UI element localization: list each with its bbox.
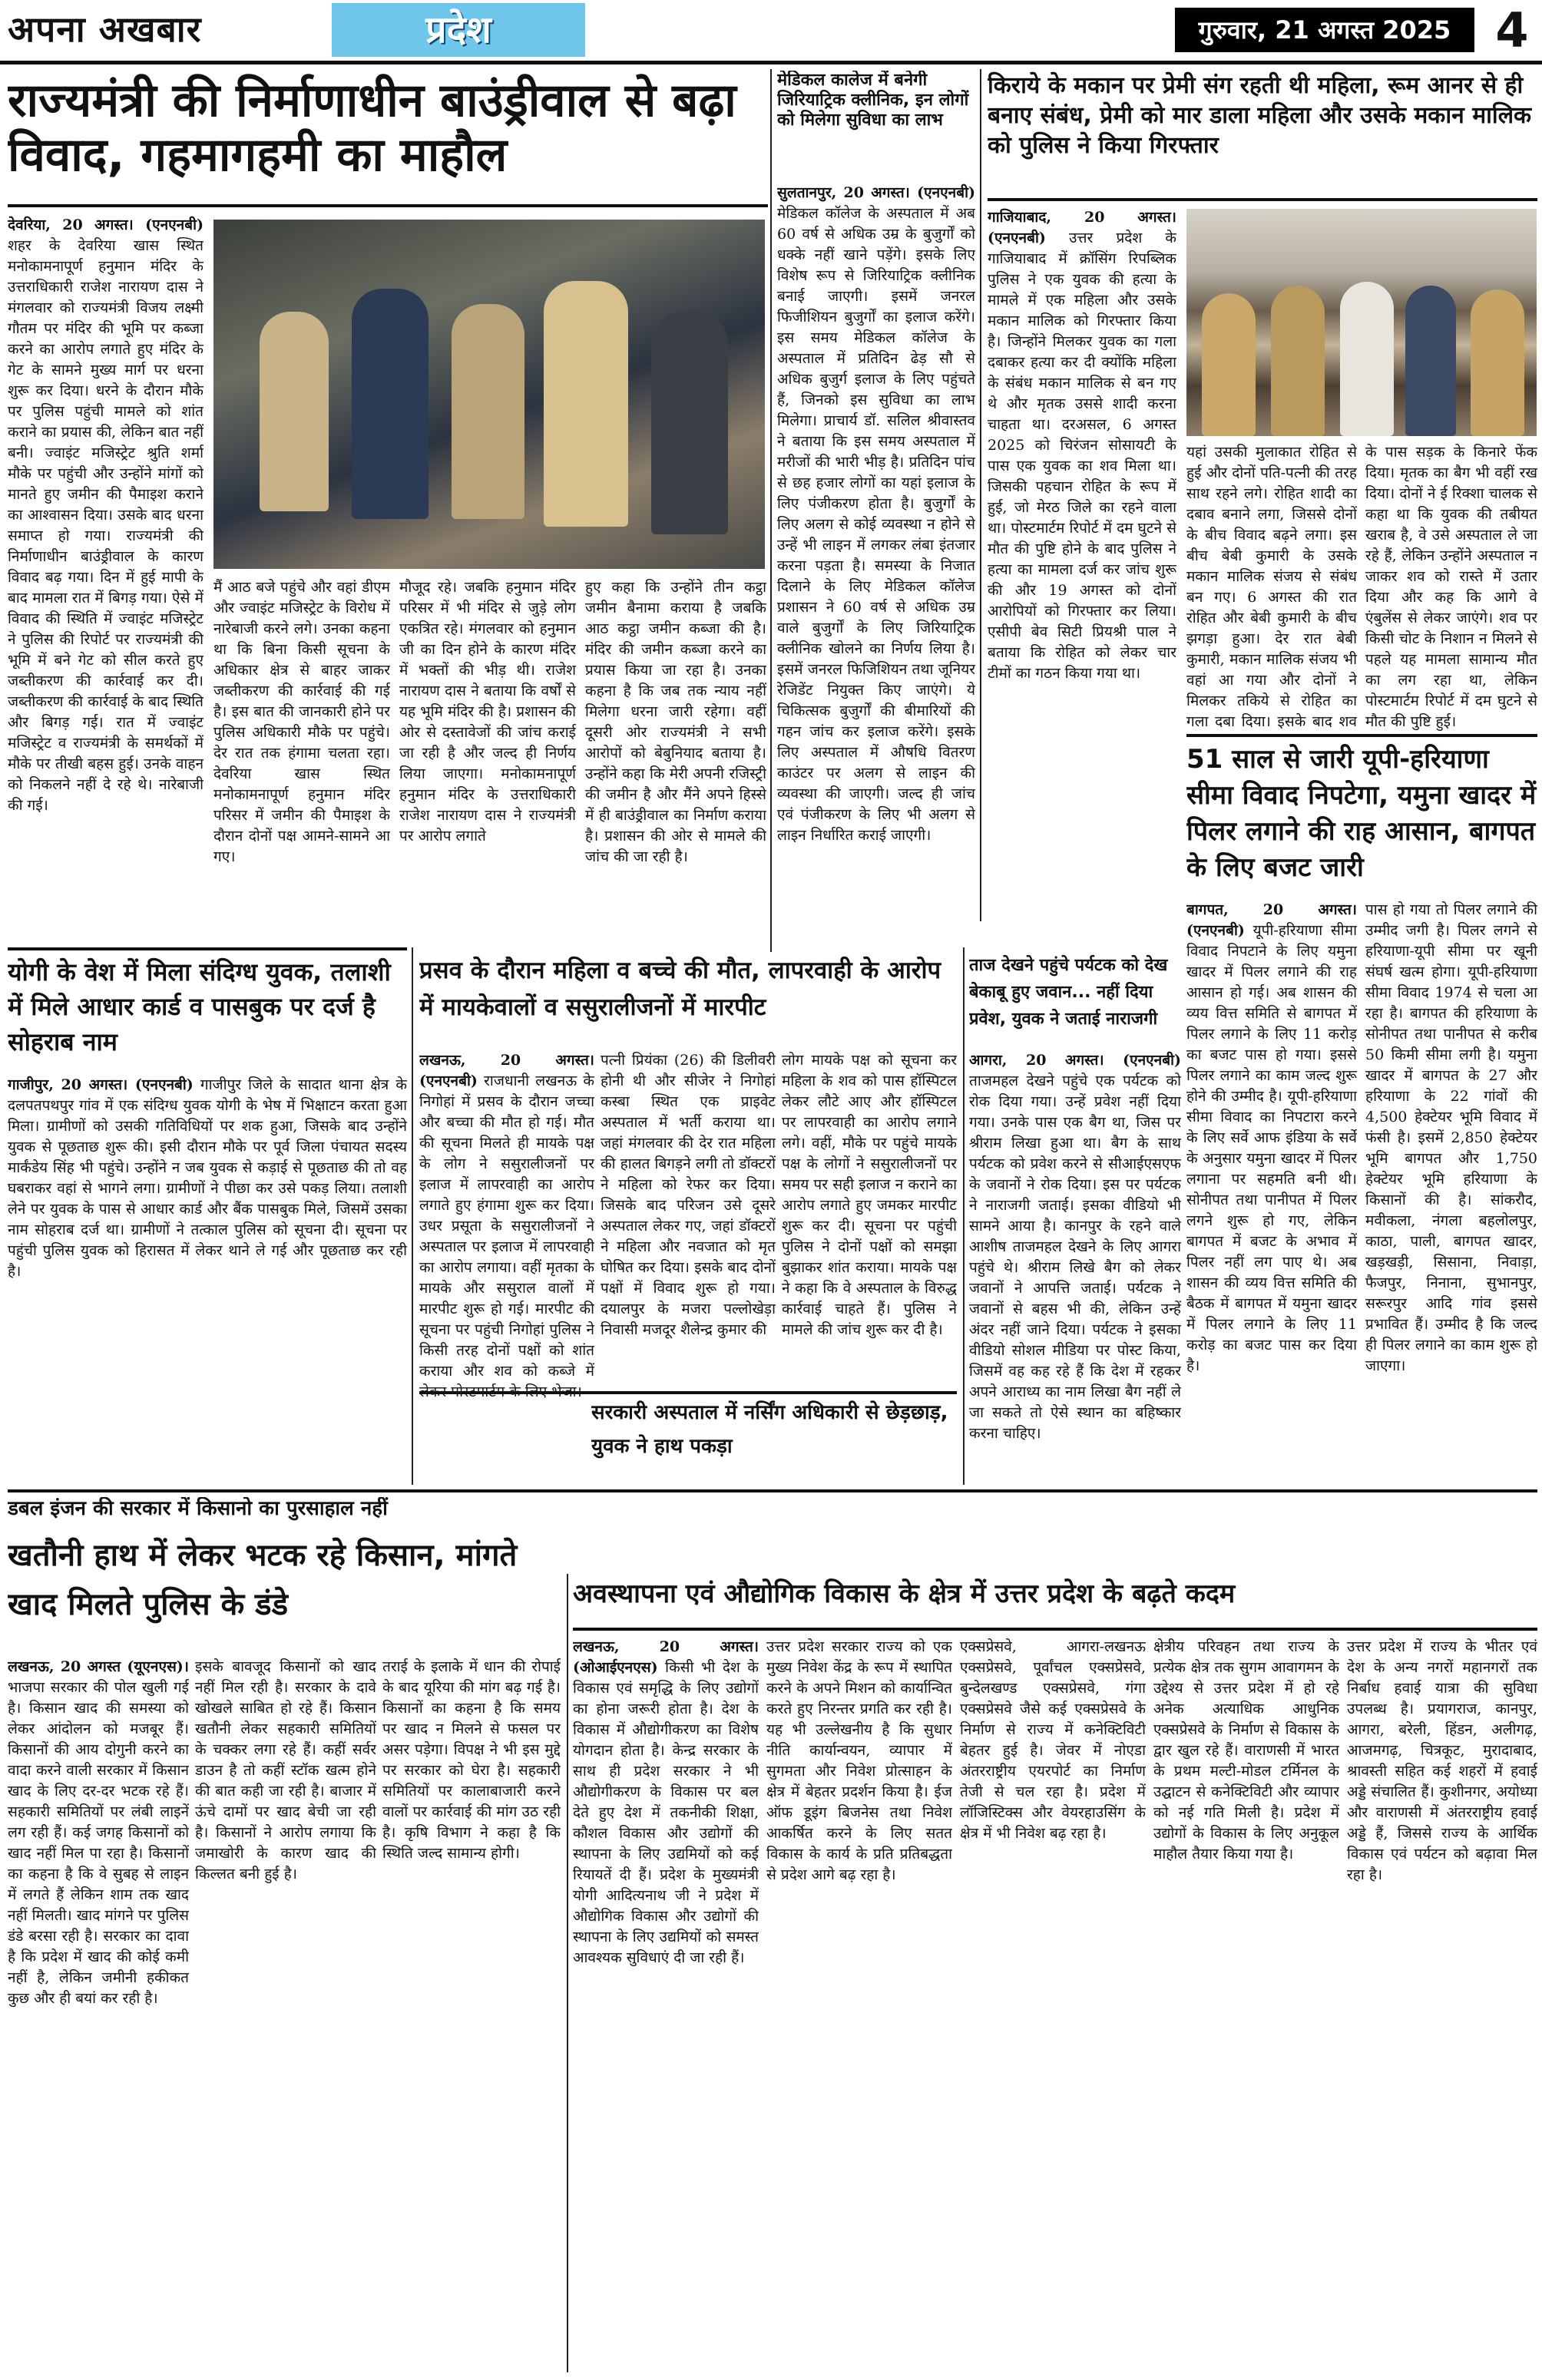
article-a10-text-5: उत्तर प्रदेश में राज्य के भीतर एवं देश के अन्य नगरों महानगरों तक निर्बाध हवाई यात्रा की सुविधा उपलब्ध है। प्रयागराज, कानपुर, आगरा, बरेली, हिंडन, अलीगढ़, आजमगढ़, चित्रकूट, मुरादाबाद, श्रावस्ती सहित कई शहरों में हवाई अड्डे संचालित हैं। कुशीनगर, अयोध्या और वाराणसी में अंतरराष्ट्रीय हवाई अड्डे हैं, जिससे राज्य के आर्थिक विकास एवं पर्यटन को बढ़ावा मिल रहा है।: [1347, 1638, 1537, 1883]
article-a6-text-3: लोग मायके पक्ष को सूचना कर महिला के शव को पास हॉस्पिटल लेकर लौटे आए और हॉस्पिटल पर लापरवाही का आरोप लगाने लगे। वहीं, मौके पर पहुंचे मायके पक्ष के लोगों ने ससुरालीजनों पर समय पर सही इलाज न कराने का आरोप लगाते हुए जमकर मारपीट शुरू कर दी। सूचना पर पहुंची पुलिस ने दोनों पक्षों को समझा बुझाकर शांत कराया। मायके पक्ष ने कहा कि वे अस्पताल के विरुद्ध कार्रवाई चाहते हैं। पुलिस ने मामले की जांच शुरू कर दी है।: [782, 1052, 957, 1338]
article-a9-col1: [8, 1657, 189, 2371]
article-a6-col3: [782, 1050, 957, 1388]
article-a2: [777, 183, 975, 950]
article-a10-text-1: किसी भी देश के विकास एवं समृद्धि के लिए उद्योगों का होना जरूरी होता है। देश के विकास में औद्योगीकरण का विशेष योगदान होता है। केन्द्र सरकार के साथ ही प्रदेश सरकार ने भी औद्योगीकरण के विकास पर बल देते हुए देश में तकनीकी शिक्षा, कौशल विकास और उद्योगों की स्थापना के लिए उद्यमियों को कई रियायतें दी हैं। प्रदेश के मुख्यमंत्री योगी आदित्यनाथ जी ने प्रदेश में औद्योगिक विकास और उद्योगों की स्थापना के लिए उद्यमियों को समस्त आवश्यक सुविधाएं दी जा रही हैं।: [573, 1659, 759, 1966]
newspaper-brand: अपना अखबार: [8, 8, 202, 50]
article-a9-text-1: भाजपा सरकार की पोल खुली गई है। किसान खाद की समस्या को लेकर आंदोलन को मजबूर हैं। किसानों की आय दोगुनी करने का वादा करने वाली सरकार में किसान खाद के लिए दर-दर भटक रहे हैं। सहकारी समितियों पर लंबी लाइनें लग रही हैं। कई जगह किसानों को खाद नहीं मिल पा रहा है। किसानों का कहना है कि वे सुबह से लाइन में लगते हैं लेकिन शाम तक खाद नहीं मिलती। खाद मांगने पर पुलिस डंडे बरसा रही है। सरकार का दावा है कि प्रदेश में खाद की कोई कमी नहीं है, लेकिन जमीनी हकीकत कुछ और ही बयां कर रही है।: [8, 1679, 189, 2007]
crowd-figure: [651, 312, 728, 534]
divider: [419, 1391, 957, 1394]
article-a6-text-1: राजधानी लखनऊ के निगोहां में प्रसव के दौरान जच्चा और बच्चा की मौत हो गई। मौत की सूचना मिलते ही मायके पक्ष के लोग ने ससुरालीजनों पर इलाज में लापरवाही का आरोप लगाते हुए हंगामा शुरू कर दिया। उधर प्रसूता के ससुरालीजनों ने अस्पताल पर इलाज में लापरवाही का आरोप लगाया। वहीं मृतका के मायके और ससुराल वालों में मारपीट शुरू हो गई। मारपीट की सूचना पर पहुंची निगोहां पुलिस ने किसी तरह दोनों पक्षों को शांत कराया और शव को कब्जे में लेकर पोस्टमार्टम के लिए भेजा।: [419, 1073, 594, 1400]
article-a1-text-1: शहर के देवरिया खास स्थित मनोकामनापूर्ण हनुमान मंदिर के उत्तराधिकारी राजेश नारायण दास ने मंगलवार को राज्यमंत्री विजय लक्ष्मी गौतम पर मंदिर की भूमि पर कब्जा करने का आरोप लगाते हुए मंदिर के गेट के सामने मुख्य मार्ग पर धरना शुरू कर दिया। धरने के दौरान मौके पर पुलिस पहुंची मामले को शांत कराने का प्रयास की, लेकिन बात नहीं बनी। ज्वाइंट मजिस्ट्रेट श्रुति शर्मा मौके पर पहुंची और उन्होंने मांगों को मानते हुए जमीन की पैमाइश कराने का आश्वासन दिया। उसके बाद धरना समाप्त हो गया। राज्यमंत्री की निर्माणाधीन बाउंड्रीवाल के कारण विवाद बढ़ गया। दिन में हुई मापी के बाद मामला रात में बिगड़ गया। ऐसे में विवाद की स्थिति में ज्वाइंट मजिस्ट्रेट ने पुलिस की रिपोर्ट पर राज्यमंत्री की भूमि में बने गेट को सील करते हुए जब्तीकरण की कार्रवाई कर दी। जब्तीकरण की कार्रवाई के बाद स्थिति और बिगड़ गई। रात में ज्वाइंट मजिस्ट्रेट व राज्यमंत्री के समर्थकों में मौके पर तीखी बहस हुई। उनके वाहन को निकलने नहीं दे रहे थे। नारेबाजी की गई।: [8, 237, 204, 814]
article-a9-text-2: इसके बावजूद किसानों को खाद नहीं मिल रही है। सरकार के दावे खोखले साबित हो रहे हैं। किसान खतौनी लेकर सहकारी समितियों के चक्कर लगा रहे हैं। कहीं सर्वर डाउन है तो कहीं स्टॉक खत्म होने की बात कही जा रही है। बाजार में ऊंचे दामों पर खाद बेची जा रही है। किसानों ने आरोप लगाया कि जमाखोरी के कारण खाद की किल्लत बनी हुई है।: [195, 1658, 376, 1883]
article-a5-text: गाजीपुर जिले के सादात थाना क्षेत्र के दलपतपथपुर गांव में एक संदिग्ध युवक योगी के भेष में भिक्षाटन करता हुआ मिला। ग्रामीणों को उसकी गतिविधियों पर शक हुआ, जिसके बाद उन्होंने युवक से पूछताछ शुरू की। इसी दौरान मौके पर पूर्व जिला पंचायत सदस्य मार्कंडेय सिंह भी पहुंचे। उन्होंने न जब युवक से कड़ाई से पूछताछ की तो वह घबराकर वहां से भागने लगा। ग्रामीणों ने पीछा कर उसे पकड़ लिया। तलाशी लेने पर युवक के पास से आधार कार्ड और बैंक पासबुक मिले, जिसमें उसका नाम सोहराब दर्ज था। ग्रामीणों ने तत्काल पुलिस को सूचना दी। सूचना पर पहुंची पुलिस युवक को हिरासत में लेकर थाने ले गई और पूछताछ कर रही है।: [8, 1076, 407, 1280]
dateline-a6: लखनऊ, 20 अगस्त। (एनएनबी): [419, 1052, 594, 1089]
crowd-figure: [352, 289, 429, 519]
police-figure: [1202, 293, 1256, 436]
divider: [8, 1489, 1537, 1492]
police-figure: [1471, 289, 1524, 436]
dateline-a2: सुलतानपुर, 20 अगस्त। (एनएनबी): [777, 184, 975, 201]
divider: [8, 947, 407, 950]
divider: [988, 198, 1537, 201]
article-a3-text-2: यहां उसकी मुलाकात रोहित से हुई और दोनों पति-पत्नी की तरह साथ रहने लगे। रोहित शादी का दबाव बनाने लगा, जिससे दोनों के बीच विवाद बढ़ने लगा। इस बीच बेबी कुमारी के उसके मकान मालिक संजय से संबंध बन गए। 6 अगस्त की रात रोहित और बेबी कुमारी के बीच झगड़ा हुआ। देर रात बेबी कुमारी, मकान मालिक संजय भी वहां आ गया और दोनों ने मिलकर तकिये से रोहित का गला दबा दिया। इसके बाद शव: [1186, 444, 1357, 730]
kicker-a9: डबल इंजन की सरकार में किसानो का पुरसाहाल नहीं: [8, 1497, 388, 1520]
article-a1-text-3: मौजूद रहे। जबकि हनुमान मंदिर परिसर में भी मंदिर से जुड़े लोग एकत्रित रहे। मंगलवार को हनुमान जी का दिन होने के कारण मंदिर में भक्तों की भीड़ थी। राजेश नारायण दास ने बताया कि वर्षों से यह भूमि मंदिर की है। प्रशासन की ओर से दस्तावेजों की जांच कराई जा रही है और जल्द ही निर्णय लिया जाएगा। मनोकामनापूर्ण हनुमान मंदिर के उत्तराधिकारी राजेश नारायण दास ने राज्यमंत्री पर आरोप लगाते: [399, 579, 576, 845]
article-a3-col1: [988, 207, 1176, 898]
article-a9-col2: [195, 1657, 376, 2371]
article-a3-text-1: उत्तर प्रदेश के गाजियाबाद में क्रॉसिंग रिपब्लिक पुलिस ने एक युवक की हत्या के मामले में एक महिला और उसके मकान मालिक को गिरफ्तार किया है। जिन्होंने मिलकर युवक का गला दबाकर हत्या कर दी क्योंकि महिला के संबंध मकान मालिक से बन गए थे और मृतक उससे शादी करना चाहता था। दरअसल, 6 अगस्त 2025 को चिरंजन सोसायटी के पास एक युवक का शव मिला था। जिसकी पहचान रोहित के रूप में हुई, जो मेरठ जिले का रहने वाला था। पोस्टमार्टम रिपोर्ट में दम घुटने से मौत की पुष्टि होने के बाद पुलिस ने हत्या का मामला दर्ज कर जांच शुरू की और 19 अगस्त को दोनों आरोपियों को गिरफ्तार कर लिया। एसीपी बेव सिटी प्रियश्री पाल ने बताया कि रोहित को लेकर चार टीमों का गठन किया गया था।: [988, 230, 1176, 682]
headline-a7: ताज देखने पहुंचे पर्यटक को देख बेकाबू हुए जवान... नहीं दिया प्रवेश, युवक ने जताई नाराजगी: [969, 956, 1168, 1030]
headline-a3: किराये के मकान पर प्रेमी संग रहती थी महिला, रूम आनर से ही बनाए संबंध, प्रेमी को मार डाला महिला और उसके मकान मालिक को पुलिस ने किया गिरफ्तार: [988, 72, 1532, 159]
article-a1-col4: [585, 577, 766, 983]
article-a1-text-2: मैं आठ बजे पहुंचे और वहां डीएम और ज्वाइंट मजिस्ट्रेट के विरोध में नारेबाजी करने लगे। उनका कहना था कि बिना किसी सूचना के अधिकार क्षेत्र से बाहर जाकर जब्तीकरण की कार्रवाई की गई है। इस बात की जानकारी होने पर पुलिस अधिकारी मौके पर पहुंचे। देर रात तक हंगामा चलता रहा। देवरिया खास स्थित मनोकामनापूर्ण हनुमान मंदिर परिसर में जमीन की पैमाइश के दौरान दोनों पक्ष आमने-सामने आ गए।: [213, 579, 390, 865]
headline-a10: अवस्थापना एवं औद्योगिक विकास के क्षेत्र में उत्तर प्रदेश के बढ़ते कदम: [573, 1578, 1236, 1609]
article-a3-col3: [1365, 442, 1537, 734]
divider: [1186, 734, 1537, 737]
crowd-figure: [452, 304, 524, 519]
article-a1-col2: [213, 577, 390, 983]
article-a9-col3: [382, 1657, 561, 2371]
issue-date: गुरुवार, 21 अगस्त 2025: [1175, 8, 1474, 52]
headline-a2: मेडिकल कालेज में बनेगी जिरियाट्रिक क्लीनिक, इन लोगों को मिलेगा सुविधा का लाभ: [777, 71, 969, 130]
dateline-a3: गाजियाबाद, 20 अगस्त। (एनएनबी): [988, 209, 1176, 246]
article-a5: [8, 1075, 407, 1474]
article-a9-text-3: तराई के इलाके में धान की रोपाई के बाद यूरिया की मांग बढ़ गई है। किसानों का कहना है कि समय पर खाद न मिलने से फसल पर असर पड़ेगा। विपक्ष ने भी इस मुद्दे पर सरकार को घेरा है। सहकारी समितियों पर कालाबाजारी करने वालों पर कार्रवाई की मांग उठ रही है। कृषि विभाग ने कहा है कि स्थिति जल्द सामान्य होगी।: [382, 1658, 561, 1862]
article-a10-col5: [1347, 1637, 1537, 2371]
article-a7: [969, 1050, 1181, 1480]
protest-photo: [213, 220, 765, 569]
page-number: 4: [1495, 2, 1529, 58]
article-a1-col1: [8, 215, 204, 983]
article-a4-col2: [1365, 900, 1537, 1499]
section-title: प्रदेश: [332, 3, 585, 57]
article-a10-col2: [766, 1637, 952, 2371]
divider: [770, 69, 772, 952]
divider: [8, 204, 768, 207]
dateline-a1: देवरिया, 20 अगस्त। (एनएनबी): [8, 217, 204, 233]
article-a6-text-2: पत्नी प्रियंका (26) की डिलीवरी होनी थी और सीजेर ने निगोहां कस्बा स्थित एक प्राइवेट अस्पताल में भर्ती कराया था। जहां मंगलवार की देर रात महिला की हालत बिगड़ने लगी तो डॉक्टरों ने महिला को रेफर कर दिया। जिसके बाद परिजन उसे दूसरे अस्पताल लेकर गए, जहां डॉक्टरों ने महिला और नवजात को मृत घोषित कर दिया। इसके बाद दोनों पक्षों में विवाद शुरू हो गया। दयालपुर के मजरा पल्लोखेड़ा निवासी मजदूर शैलेन्द्र कुमार की: [601, 1052, 776, 1338]
article-a4-col1: [1186, 900, 1357, 1499]
crowd-figure: [260, 312, 329, 511]
article-a3-col2: [1186, 442, 1357, 734]
crowd-figure: [544, 281, 628, 527]
headline-a8: सरकारी अस्पताल में नर्सिंग अधिकारी से छेड़छाड़, युवक ने हाथ पकड़ा: [591, 1401, 948, 1459]
divider: [573, 1628, 1537, 1631]
article-a10-col3: [960, 1637, 1146, 2371]
divider: [980, 69, 981, 921]
police-arrest-photo: [1186, 209, 1537, 436]
article-a10-col4: [1153, 1637, 1339, 2371]
article-a10-col1: [573, 1637, 759, 2371]
headline-a5: योगी के वेश में मिला संदिग्ध युवक, तलाशी में मिले आधार कार्ड व पासबुक पर दर्ज है सोहराब नाम: [8, 957, 391, 1056]
dateline-a4: बागपत, 20 अगस्त। (एनएनबी): [1186, 901, 1357, 939]
police-figure: [1271, 286, 1325, 436]
accused-figure: [1405, 286, 1456, 436]
dateline-a7: आगरा, 20 अगस्त। (एनएनबी): [969, 1052, 1181, 1069]
article-a10-text-2: उत्तर प्रदेश सरकार राज्य को एक मुख्य निवेश केंद्र के रूप में स्थापित करने के अपने मिशन को कार्यान्वित करते हुए निरन्तर प्रगति कर रही है। यह भी उल्लेखनीय है कि सुधार नीति कार्यान्वयन, व्यापार में सुगमता और निवेश प्रोत्साहन के क्षेत्र में बेहतर प्रदर्शन किया है। ईज ऑफ डूइंग बिजनेस तथा निवेश आकर्षित करने के लिए सतत विकास के कार्य के प्रति प्रतिबद्धता से प्रदेश आगे बढ़ रहा है।: [766, 1638, 952, 1883]
headline-a9: खतौनी हाथ में लेकर भटक रहे किसान, मांगते खाद मिलते पुलिस के डंडे: [8, 1538, 518, 1622]
divider: [412, 947, 413, 1485]
divider: [567, 1574, 568, 2372]
masthead: [0, 0, 1542, 64]
article-a2-text: मेडिकल कॉलेज के अस्पताल में अब 60 वर्ष से अधिक उम्र के बुजुर्गों को धक्के नहीं खाने पड़ेंगे। इसके लिए विशेष रूप से जिरियाट्रिक क्लीनिक बनाई जाएगी। इसमें जनरल फिजीशियन बुजुर्गों का इलाज करेंगे। इस समय मेडिकल कॉलेज के अस्पताल में प्रतिदिन ढेड़ सौ से अधिक बुजुर्ग इलाज के लिए पहुंचते हैं, जिनको इस सुविधा का लाभ मिलेगा। प्राचार्य डॉ. सलिल श्रीवास्तव ने बताया कि इस समय अस्पताल में मरीजों की भारी भीड़ है। प्रतिदिन पांच से छह हजार लोगों का यहां इलाज के लिए पंजीकरण होता है। बुजुर्गों के लिए अलग से कोई व्यवस्था न होने से उन्हें भी लाइन में लगकर लंबा इंतजार करना पड़ता है। समस्या के निजात दिलाने के लिए मेडिकल कॉलेज प्रशासन ने 60 वर्ष से अधिक उम्र वाले बुजुर्गों के लिए जिरियाट्रिक क्लीनिक खोलने का निर्णय लिया है। इसमें जनरल फिजिशियन तथा जूनियर रेजिडेंट नियुक्त किए जाएंगे। ये चिकित्सक बुजुर्गों की बीमारियों की गहन जांच कर इलाज करेंगे। इसके लिए अस्पताल में औषधि वितरण काउंटर पर अलग से लाइन की व्यवस्था की जाएगी। जल्द ही जांच एवं पंजीकरण के लिए भी अलग से लाइन निर्धारित कराई जाएगी।: [777, 205, 975, 844]
dateline-a5: गाजीपुर, 20 अगस्त। (एनएनबी): [8, 1076, 194, 1093]
article-a1-col3: [399, 577, 576, 983]
article-a4-text-1: यूपी-हरियाणा सीमा विवाद निपटाने के लिए यमुना खादर में पिलर लगाने की राह आसान हो गई। अब शासन की व्यय वित्त समिति से बागपत में पिलर लगाने के लिए 11 करोड़ का बजट पास हो गया। इससे पिलर लगाने का काम जल्द शुरू होने की उम्मीद है। यूपी-हरियाणा सीमा विवाद का निपटारा करने के लिए सर्वे आफ इंडिया के सर्वे के अनुसार यमुना खादर में पिलर लगाना पर सहमति बनी थी। सोनीपत तथा पानीपत में पिलर लगने शुरू हो गए, लेकिन बागपत में बजट के अभाव में पिलर नहीं लग पाए थे। अब शासन की व्यय वित्त समिति की बैठक में बागपत में यमुना खादर में पिलर लगाने के लिए 11 करोड़ का बजट पास कर दिया है।: [1186, 922, 1357, 1374]
article-a3-text-3: के पास सड़क के किनारे फेंक दिया। मृतक का बैग भी वहीं रख दिया। दोनों ने ई रिक्शा चालक से कहा था कि युवक की तबीयत खराब है, वे उसे अस्पताल ले जा रहे हैं, लेकिन उन्होंने अस्पताल न जाकर शव को रास्ते में उतार दिया और कह कि आगे वे एंबुलेंस से लेकर जाएंगे। शव पर किसी चोट के निशान न मिलने से पहले यह मामला सामान्य मौत का लग रहा था, लेकिन पोस्टमार्टम रिपोर्ट में दम घुटने से मौत की पुष्टि हुई।: [1365, 444, 1537, 730]
divider: [963, 947, 965, 1485]
headline-a4: 51 साल से जारी यूपी-हरियाणा सीमा विवाद निपटेगा, यमुना खादर में पिलर लगाने की राह आसान, बागपत के लिए बजट जारी: [1186, 744, 1537, 883]
article-a7-text: ताजमहल देखने पहुंचे एक पर्यटक को रोक दिया गया। उन्हें प्रवेश नहीं दिया गया। उनके पास एक बैग था, जिस पर श्रीराम लिखा हुआ था। बैग के साथ पर्यटक को प्रवेश करने से सीआईएसएफ के जवानों ने रोक दिया। इस पर पर्यटक ने नाराजगी जताई। इसका वीडियो भी सामने आया है। कानपुर के रहने वाले आशीष ताजमहल देखने के लिए आगरा पहुंचे थे। श्रीराम लिखे बैग को लेकर जवानों ने आपत्ति जताई। पर्यटक ने जवानों से बहस भी की, लेकिन उन्हें अंदर नहीं जाने दिया। पर्यटक ने इसका वीडियो सोशल मीडिया पर पोस्ट किया, जिसमें वह कह रहे हैं कि देश में रहकर अपने आराध्य का नाम लिखा बैग नहीं ले जा सकते तो ऐसे स्थान का बहिष्कार करना चाहिए।: [969, 1073, 1181, 1442]
dateline-a9: लखनऊ, 20 अगस्त (यूएनएस)।: [8, 1658, 189, 1675]
accused-figure: [1340, 282, 1394, 436]
dateline-a10: लखनऊ, 20 अगस्त। (ओआईएनएस): [573, 1638, 759, 1676]
article-a10-text-3: एक्सप्रेसवे, आगरा-लखनऊ एक्सप्रेसवे, पूर्वांचल एक्सप्रेसवे, बुन्देलखण्ड एक्सप्रेसवे, गंगा एक्सप्रेसवे जैसे कई एक्सप्रेसवे के निर्माण से राज्य में कनेक्टिविटी बेहतर हुई है। जेवर में नोएडा अंतरराष्ट्रीय एयरपोर्ट का निर्माण तेजी से चल रहा है। प्रदेश में लॉजिस्टिक्स और वेयरहाउसिंग के क्षेत्र में भी निवेश बढ़ रहा है।: [960, 1638, 1146, 1842]
article-a4-text-2: पास हो गया तो पिलर लगाने की उम्मीद जगी है। पिलर लगने से हरियाणा-यूपी सीमा पर खूनी संघर्ष खत्म होगा। यूपी-हरियाणा सीमा विवाद 1974 से चला आ रहा है। बागपत की हरियाणा के सोनीपत तथा पानीपत से करीब 50 किमी सीमा लगी है। यमुना खादर में बागपत के 27 और हरियाणा के 22 गांवों की 4,500 हेक्टेयर भूमि विवाद में फंसी है। इसमें 2,850 हेक्टेयर भूमि बागपत और 1,750 हेक्टेयर भूमि हरियाणा के किसानों की है। सांकरौद, मवीकला, नंगला बहलोलपुर, काठा, पाली, बागपत खादर, खड़खड़ी, सिसाना, निवाड़ा, फैजपुर, निनाना, सुभानपुर, सरूरपुर आदि गांव इससे प्रभावित हैं। उम्मीद है कि जल्द ही पिलर लगाने का काम शुरू हो जाएगा।: [1365, 901, 1537, 1374]
article-a10-text-4: क्षेत्रीय परिवहन तथा राज्य के प्रत्येक क्षेत्र तक सुगम आवागमन के उद्देश्य से उत्तर प्रदेश में हो रहे अनेक अत्याधिक आधुनिक एक्सप्रेसवे के निर्माण से विकास के द्वार खुल रहे हैं। वाराणसी में भारत के प्रथम मल्टी-मोडल टर्मिनल के उद्घाटन से कनेक्टिविटी और व्यापार को नई गति मिली है। प्रदेश में उद्योगों के विकास के लिए अनुकूल माहौल तैयार किया गया है।: [1153, 1638, 1339, 1863]
article-a6-col1: [419, 1050, 594, 1480]
headline-a1: राज्यमंत्री की निर्माणाधीन बाउंड्रीवाल से बढ़ा विवाद, गहमागहमी का माहौल: [8, 74, 736, 182]
article-a1-text-4: हुए कहा कि उन्होंने तीन कट्ठा जमीन बैनामा कराया है जबकि आठ कट्ठा जमीन कब्जा की है। मंदिर की जमीन कब्जा करने का प्रयास किया जा रहा है। उनका कहना है कि जब तक न्याय नहीं मिलेगा धरना जारी रहेगा। वहीं दूसरी ओर राज्यमंत्री ने सभी आरोपों को बेबुनियाद बताया है। उन्होंने कहा कि मेरी अपनी रजिस्ट्री की जमीन है और मैंने अपने हिस्से में ही बाउंड्रीवाल का निर्माण कराया है। प्रशासन की ओर से मामले की जांच की जा रही है।: [585, 579, 766, 865]
headline-a6: प्रसव के दौरान महिला व बच्चे की मौत, लापरवाही के आरोप में मायकेवालों व ससुरालीजनों में मारपीट: [419, 957, 941, 1022]
